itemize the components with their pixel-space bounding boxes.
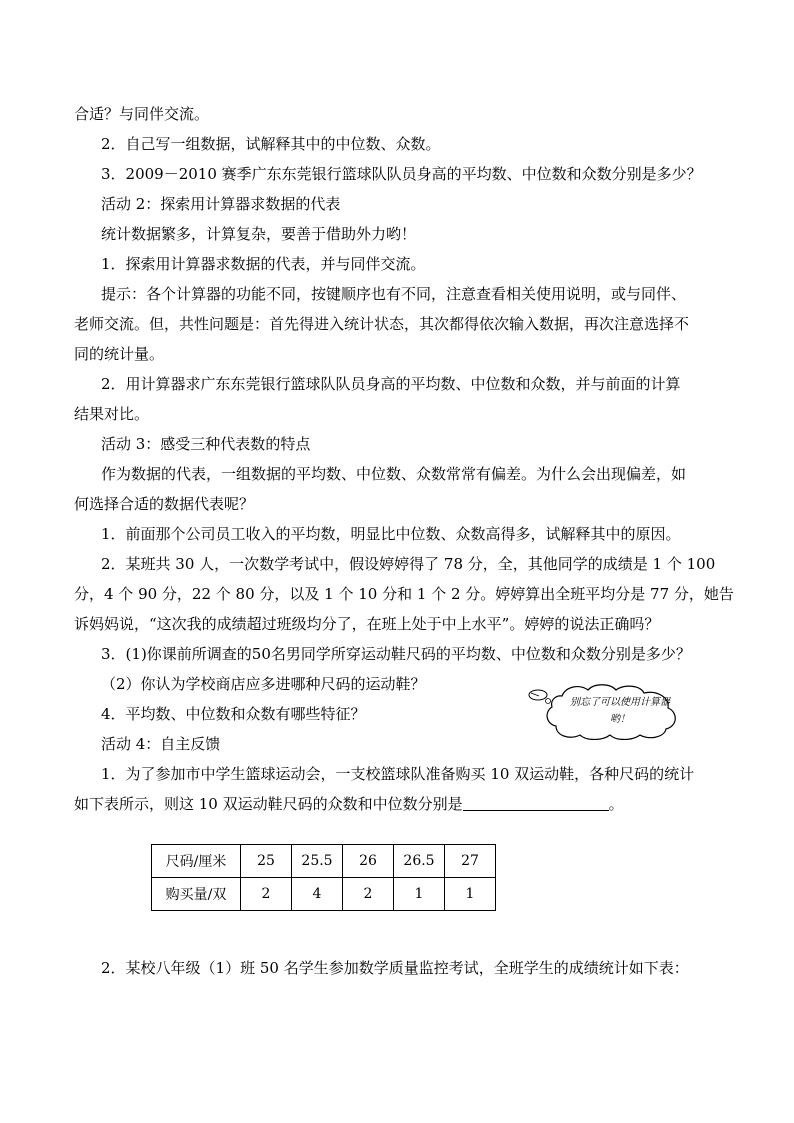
row-header: 购买量/双 [152, 878, 241, 911]
table-row [152, 845, 496, 878]
period: 。 [608, 795, 624, 813]
text-line: 2．某校八年级（1）班 50 名学生参加数学质量监控考试，全班学生的成绩统计如下表： [101, 959, 689, 977]
table-cell: 26 [343, 845, 394, 878]
section-heading: 活动 2：探索用计算器求数据的代表 [101, 195, 341, 213]
text-line: 老师交流。但，共性问题是：首先得进入统计状态，其次都得依次输入数据，再次注意选择不 [74, 315, 690, 333]
answer-blank [463, 794, 609, 811]
row-header: 尺码/厘米 [152, 845, 241, 878]
text-line: 何选择合适的数据代表呢？ [74, 495, 255, 513]
text-line: 1．为了参加市中学生篮球运动会，一支校篮球队准备购买 10 双运动鞋，各种尺码的统计 [101, 765, 695, 783]
section-heading: 活动 4：自主反馈 [101, 735, 221, 753]
text-line [74, 794, 624, 814]
text-line: 2．某班共 30 人，一次数学考试中，假设婷婷得了 78 分，全，其他同学的成绩是 1 个 100 [101, 555, 716, 573]
section-heading: 活动 3：感受三种代表数的特点 [101, 435, 311, 453]
text-line: 1．前面那个公司员工收入的平均数，明显比中位数、众数高得多，试解释其中的原因。 [101, 525, 681, 543]
shoe-size-table [151, 844, 496, 911]
text-line: 结果对比。 [74, 405, 150, 423]
text-line: 3．(1)你课前所调查的50名男同学所穿运动鞋尺码的平均数、中位数和众数分别是多少？ [101, 645, 691, 663]
table-cell: 1 [394, 878, 445, 911]
text-line: 合适？与同伴交流。 [74, 105, 210, 123]
bubble-text: 别忘了可以使用计算器哟！ [570, 697, 670, 725]
table-cell: 4 [292, 878, 343, 911]
table-cell: 1 [445, 878, 496, 911]
text-line: 3．2009－2010 赛季广东东莞银行篮球队队员身高的平均数、中位数和众数分别是多少？ [101, 165, 702, 183]
table-cell: 2 [241, 878, 292, 911]
table-cell: 25 [241, 845, 292, 878]
text-line: 2．自己写一组数据，试解释其中的中位数、众数。 [101, 135, 441, 153]
question-text: 如下表所示，则这 10 双运动鞋尺码的众数和中位数分别是 [74, 795, 463, 813]
table-cell: 27 [445, 845, 496, 878]
text-line: 2．用计算器求广东东莞银行篮球队队员身高的平均数、中位数和众数，并与前面的计算 [101, 375, 681, 393]
text-line: 1．探索用计算器求数据的代表，并与同伴交流。 [101, 255, 426, 273]
table-cell: 25.5 [292, 845, 343, 878]
text-line: 4．平均数、中位数和众数有哪些特征？ [101, 705, 366, 723]
text-line: 诉妈妈说，“这次我的成绩超过班级均分了，在班上处于中上水平”。婷婷的说法正确吗？ [74, 615, 660, 633]
table-row [152, 878, 496, 911]
text-line: 分，4 个 90 分，22 个 80 分，以及 1 个 10 分和 1 个 2 分。婷婷算出全班平均分是 77 分，她告 [74, 585, 734, 603]
table-cell: 26.5 [394, 845, 445, 878]
text-line: （2）你认为学校商店应多进哪种尺码的运动鞋？ [101, 675, 426, 693]
text-line: 提示：各个计算器的功能不同，按键顺序也有不同，注意查看相关使用说明，或与同伴、 [101, 285, 687, 303]
text-line: 统计数据繁多，计算复杂，要善于借助外力哟！ [101, 225, 417, 243]
table-cell: 2 [343, 878, 394, 911]
text-line: 作为数据的代表，一组数据的平均数、中位数、众数常常有偏差。为什么会出现偏差，如 [101, 465, 687, 483]
text-line: 同的统计量。 [74, 345, 165, 363]
